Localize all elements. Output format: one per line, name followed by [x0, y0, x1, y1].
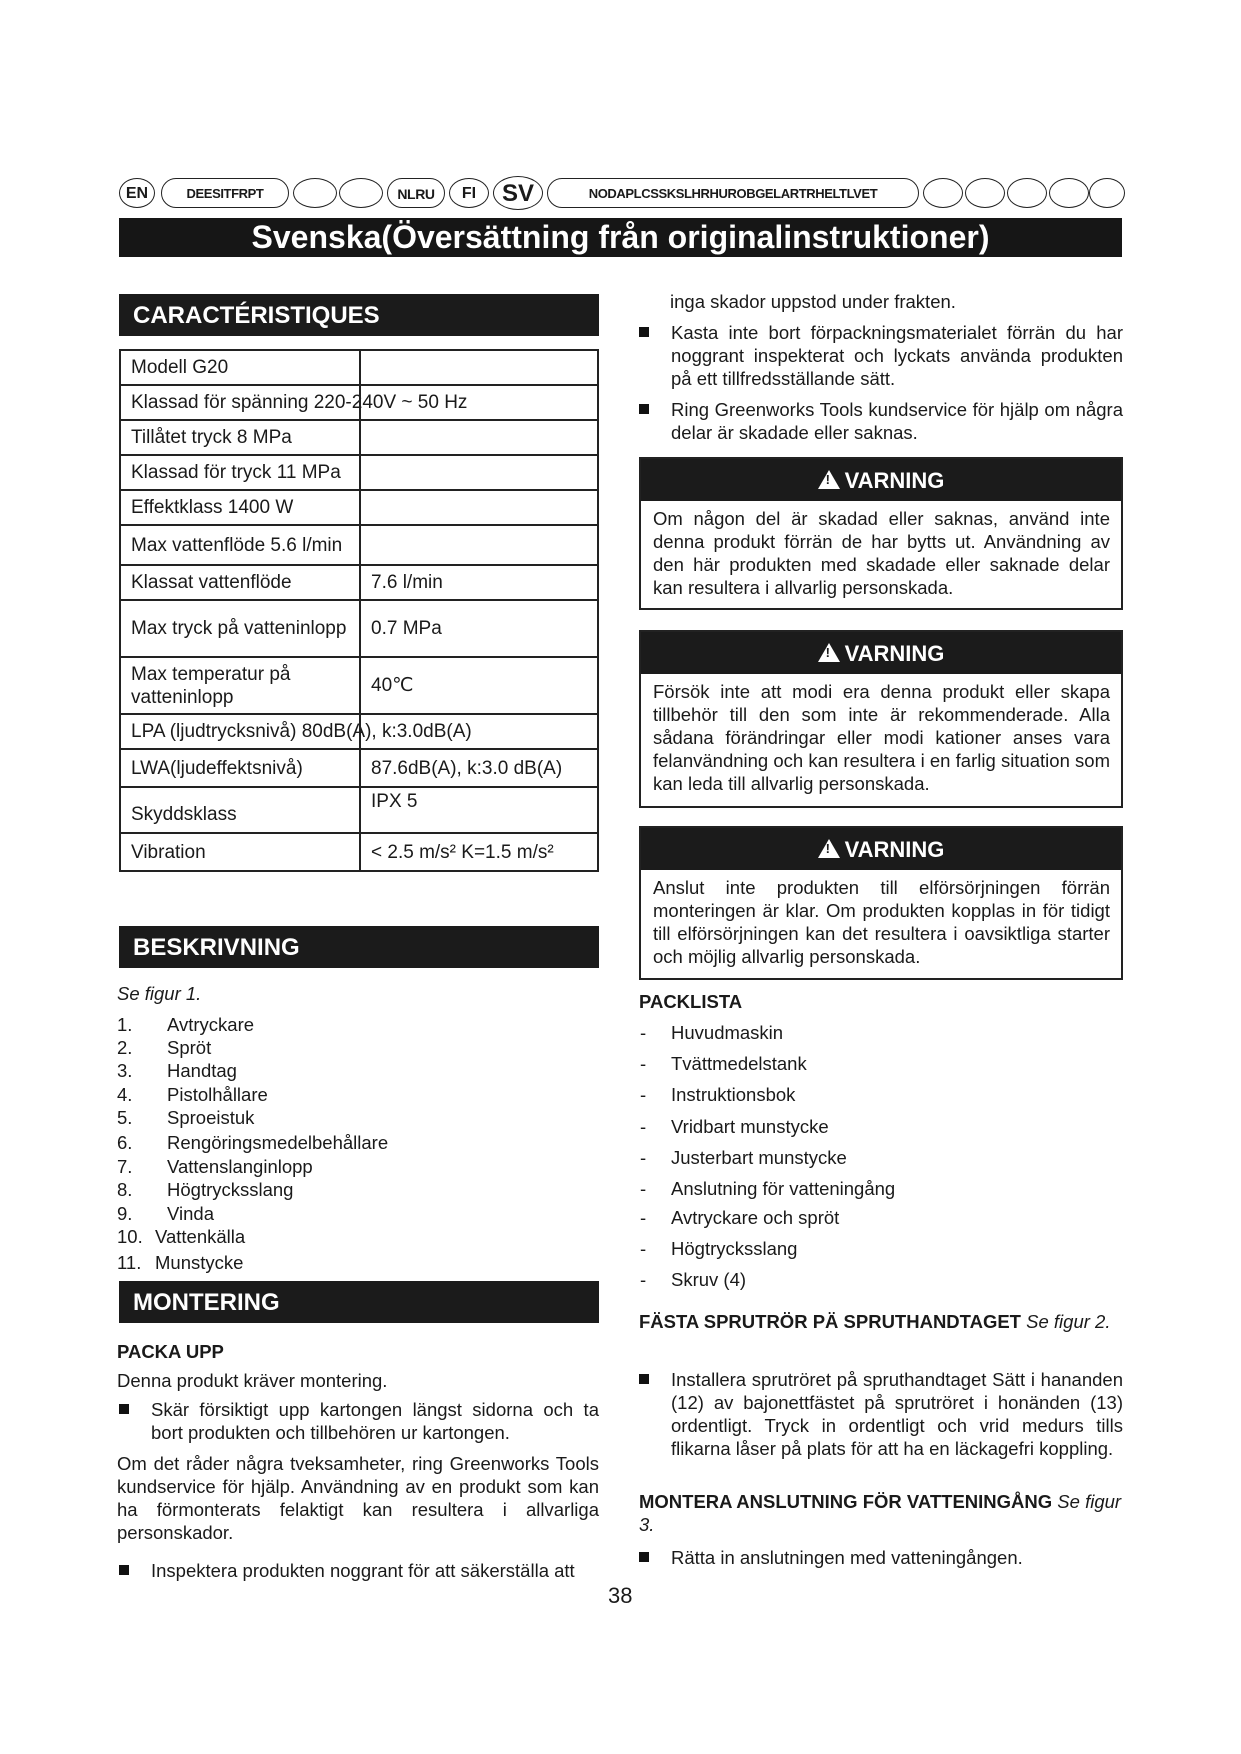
item-text: Instruktionsbok: [671, 1084, 796, 1105]
bullet-square: [639, 327, 649, 337]
bullet-square: [119, 1404, 129, 1414]
lang-blank: [293, 178, 337, 208]
spec-label-text: LPA (ljudtrycksnivå) 80dB(A), k:3.0dB(A): [131, 721, 472, 742]
table-row: [120, 455, 598, 490]
warning-box: [639, 457, 1123, 610]
dash: -: [640, 1238, 647, 1259]
spec-value: [360, 490, 598, 525]
lang-group-1: DEESITFRPT: [161, 178, 289, 208]
dash: -: [640, 1178, 647, 1199]
bullet-text: Skär försiktigt upp kartongen längst sidorna och ta bort produkten och tillbehören ur kartongen.: [151, 1399, 599, 1443]
list-item: [117, 1036, 517, 1059]
spec-label: Effektklass 1400 W: [120, 490, 360, 525]
warning-title: VARNING: [844, 641, 945, 666]
bullet-square: [119, 1565, 129, 1575]
spec-label-text: Klassad för spänning 220-240V ~ 50 Hz: [131, 392, 468, 413]
spec-table: [119, 349, 599, 872]
table-row: [120, 565, 598, 600]
page-number: 38: [608, 1583, 633, 1608]
dash: -: [640, 1207, 647, 1228]
item-number: 10.: [117, 1226, 143, 1247]
lang-blank: [1007, 178, 1047, 208]
spec-label: Vibration: [120, 833, 360, 871]
list-item: [117, 1106, 517, 1129]
item-text: Vridbart munstycke: [671, 1116, 829, 1137]
spec-label: Max vattenflöde 5.6 l/min: [120, 525, 360, 565]
warning-text: Om någon del är skadad eller saknas, använd inte denna produkt förrän de har bytts ut. Användning av den här produkten med skadade eller saknade delar kan resultera i allvarlig personskada.: [653, 508, 1110, 598]
lang-blank: [923, 178, 963, 208]
item-text: Huvudmaskin: [671, 1022, 784, 1043]
item-number: 7.: [117, 1156, 133, 1177]
table-row: [120, 385, 598, 420]
lang-sv: SV: [493, 176, 543, 210]
lang-group-2: NLRU: [387, 178, 445, 208]
dash: -: [640, 1269, 647, 1290]
divider: [359, 715, 361, 748]
lang-en: EN: [119, 178, 155, 208]
warning-icon: [818, 643, 840, 662]
heading-caracteristiques: CARACTÉRISTIQUES: [119, 294, 599, 336]
item-text: Avtryckare: [167, 1014, 255, 1035]
bullet-item: [639, 398, 1123, 444]
spec-value: 87.6dB(A), k:3.0 dB(A): [360, 749, 598, 787]
lang-blank: [1089, 178, 1125, 208]
heading-fasta-sprutror: [639, 1310, 1123, 1333]
item-text: Sproeistuk: [167, 1107, 255, 1128]
list-item: [117, 1178, 517, 1201]
dash: -: [640, 1053, 647, 1074]
bullet-text: Kasta inte bort förpackningsmaterialet förrän du har noggrant inspekterat och lyckats använda produkten på ett tillfredsställande sätt.: [671, 322, 1123, 389]
heading-packa-upp: PACKA UPP: [117, 1341, 224, 1362]
item-text: Skruv (4): [671, 1269, 747, 1290]
warning-icon: [818, 470, 840, 489]
dash: -: [640, 1116, 647, 1137]
dash: -: [640, 1084, 647, 1105]
table-row: [120, 350, 598, 385]
item-text: Munstycke: [155, 1252, 244, 1273]
bullet-item: [639, 1368, 1123, 1460]
item-text: Tvättmedelstank: [671, 1053, 807, 1074]
item-number: 4.: [117, 1084, 133, 1105]
spec-value: [360, 525, 598, 565]
item-number: 3.: [117, 1060, 133, 1081]
language-bar: [117, 178, 1127, 212]
item-number: 11.: [117, 1252, 142, 1273]
item-text: Handtag: [167, 1060, 237, 1081]
item-text: Högtrycksslang: [167, 1179, 294, 1200]
list-item: [117, 1059, 517, 1082]
item-text: Vattenslanginlopp: [167, 1156, 313, 1177]
spec-value: [360, 350, 598, 385]
spec-value: [360, 420, 598, 455]
item-text: Avtryckare och spröt: [671, 1207, 840, 1228]
see-figure-3: Se figur 3.: [639, 1491, 1122, 1535]
spec-value: < 2.5 m/s² K=1.5 m/s²: [360, 833, 598, 871]
warning-header: [641, 459, 1121, 501]
warning-box: [639, 630, 1123, 808]
spec-label: LWA(ljudeffektsnivå): [120, 749, 360, 787]
spec-label: Klassad för tryck 11 MPa: [120, 455, 360, 490]
list-item: [117, 1083, 517, 1106]
bullet-text: Inspektera produkten noggrant för att säkerställa att: [151, 1560, 575, 1581]
bullet-text: Ring Greenworks Tools kundservice för hjälp om några delar är skadade eller saknas.: [671, 399, 1123, 443]
warning-header: [641, 828, 1121, 870]
bullet-item: [639, 1546, 1123, 1569]
spec-value: 7.6 l/min: [360, 565, 598, 600]
spec-label: [120, 714, 598, 749]
item-number: 5.: [117, 1107, 133, 1128]
heading-beskrivning: BESKRIVNING: [119, 926, 599, 968]
lang-blank: [339, 178, 383, 208]
paragraph-tveksamheter: Om det råder några tveksamheter, ring Greenworks Tools kundservice för hjälp. Användning av en produkt som kan ha förmonterats felaktigt kan resultera i allvarliga personskador.: [117, 1453, 599, 1543]
see-figure-2: Se figur 2.: [1026, 1311, 1111, 1332]
divider: [359, 386, 361, 419]
item-text: Vattenkälla: [155, 1226, 246, 1247]
warning-icon: [818, 839, 840, 858]
text-continued: inga skador uppstod under frakten.: [670, 291, 956, 312]
list-item: [117, 1202, 517, 1225]
table-row: [120, 657, 598, 714]
item-text: Högtrycksslang: [671, 1238, 798, 1259]
list-item: [117, 1155, 517, 1178]
warning-title: VARNING: [844, 468, 945, 493]
bullet-item: [119, 1559, 599, 1582]
item-text: Spröt: [167, 1037, 212, 1058]
see-figure-1: Se figur 1.: [117, 983, 202, 1004]
item-text: Vinda: [167, 1203, 214, 1224]
spec-label: Klassat vattenflöde: [120, 565, 360, 600]
warning-title: VARNING: [844, 837, 945, 862]
spec-label: Max tryck på vatteninlopp: [120, 600, 360, 657]
table-row: [120, 833, 598, 871]
lang-group-3: NODAPLCSSKSLHRHUROBGELARTRHELTLVET: [547, 178, 919, 208]
bullet-square: [639, 404, 649, 414]
heading-montering: MONTERING: [119, 1281, 599, 1323]
table-row: [120, 420, 598, 455]
spec-label: Tillåtet tryck 8 MPa: [120, 420, 360, 455]
item-number: 2.: [117, 1037, 133, 1058]
lang-blank: [1049, 178, 1089, 208]
lang-blank: [965, 178, 1005, 208]
list-item: [117, 1013, 517, 1036]
warning-text: Försök inte att modi era denna produkt eller skapa tillbehör till den som inte är rekommenderade. Alla sådana förändringar eller modi kationer anses vara felanvändning och kan resultera i en farlig situation som kan leda till allvarlig personskada.: [653, 681, 1110, 794]
page-title: Svenska(Översättning från originalinstruktioner): [119, 218, 1122, 257]
table-row: [120, 600, 598, 657]
item-number: 6.: [117, 1132, 133, 1153]
spec-label: Modell G20: [120, 350, 360, 385]
dash: -: [640, 1022, 647, 1043]
table-row: [120, 490, 598, 525]
heading-montera-anslutning: [639, 1490, 1123, 1536]
table-row: [120, 749, 598, 787]
dash: -: [640, 1147, 647, 1168]
spec-label: [120, 385, 598, 420]
bullet-item: [119, 1398, 599, 1444]
table-row: [120, 714, 598, 749]
list-item: [117, 1131, 517, 1154]
bullet-text: Rätta in anslutningen med vatteningången.: [671, 1547, 1023, 1568]
bullet-square: [639, 1552, 649, 1562]
item-number: 1.: [117, 1014, 133, 1035]
spec-label: Skyddsklass: [120, 787, 360, 833]
text-kraver-montering: Denna produkt kräver montering.: [117, 1370, 388, 1391]
item-number: 9.: [117, 1203, 133, 1224]
item-text: Rengöringsmedelbehållare: [167, 1132, 389, 1153]
heading-packlista: PACKLISTA: [639, 991, 743, 1012]
item-text: Justerbart munstycke: [671, 1147, 847, 1168]
lang-fi: FI: [449, 178, 489, 208]
spec-value: 40℃: [360, 657, 598, 714]
section-title: FÄSTA SPRUTRÖR PÄ SPRUTHANDTAGET: [639, 1311, 1021, 1332]
table-row: [120, 525, 598, 565]
bullet-square: [639, 1374, 649, 1384]
spec-value: [360, 455, 598, 490]
bullet-text: Installera sprutröret på spruthandtaget Sätt i hananden (12) av bajonettfästet på sprutröret i honänden (13) ordentligt. Tryck in ordentligt och vrid medurs tills flikarna låser på plats för att ha en läckagefri koppling.: [671, 1369, 1123, 1459]
list-item: [117, 1225, 517, 1248]
spec-label: Max temperatur på vatteninlopp: [120, 657, 360, 714]
warning-text: Anslut inte produkten till elförsörjningen förrän monteringen är klar. Om produkten kopplas in för tidigt till elförsörjningen kan det resultera i oavsiktliga starter och möjlig allvarlig personskada.: [653, 877, 1110, 967]
item-number: 8.: [117, 1179, 133, 1200]
list-item: [117, 1251, 517, 1274]
spec-value: IPX 5: [360, 787, 598, 833]
bullet-item: [639, 321, 1123, 390]
item-text: Pistolhållare: [167, 1084, 268, 1105]
warning-header: [641, 632, 1121, 674]
section-title: MONTERA ANSLUTNING FÖR VATTENINGÅNG: [639, 1491, 1053, 1512]
item-text: Anslutning för vatteningång: [671, 1178, 896, 1199]
warning-box: [639, 826, 1123, 980]
spec-value: 0.7 MPa: [360, 600, 598, 657]
table-row: [120, 787, 598, 833]
